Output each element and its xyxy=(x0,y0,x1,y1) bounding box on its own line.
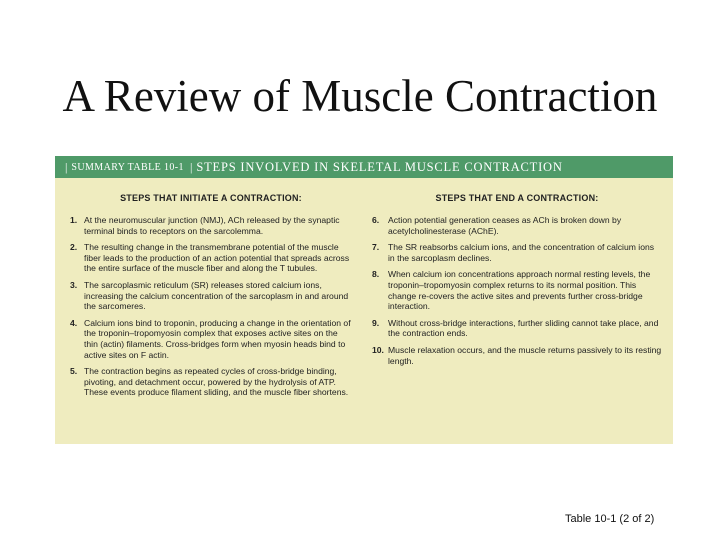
end-heading: STEPS THAT END A CONTRACTION: xyxy=(435,193,599,203)
step-number: 5. xyxy=(70,366,78,377)
step-number: 10. xyxy=(372,344,384,355)
step-item xyxy=(70,280,352,312)
step-number: 4. xyxy=(70,317,78,328)
step-number: 3. xyxy=(70,279,78,290)
step-text: The SR reabsorbs calcium ions, and the concentration of calcium ions in the sarcoplasm declines. xyxy=(388,242,655,263)
table-header xyxy=(55,156,673,178)
step-number: 9. xyxy=(372,317,380,328)
step-text: At the neuromuscular junction (NMJ), ACh released by the synaptic terminal binds to receptors on the sarcolemma. xyxy=(84,215,340,236)
step-text: Muscle relaxation occurs, and the muscle returns passively to its resting length. xyxy=(388,344,662,366)
step-number: 6. xyxy=(372,215,380,225)
step-text: The contraction begins as repeated cycles of cross-bridge binding, pivoting, and detachment occur, powered by the hydrolysis of ATP. These events produce filament sliding, and the muscle fiber shortens. xyxy=(84,366,349,398)
end-column xyxy=(372,193,662,372)
step-item xyxy=(70,215,352,236)
step-text: Action potential generation ceases as ACh is broken down by acetylcholinesterase (AChE). xyxy=(388,215,622,236)
step-item xyxy=(70,318,352,360)
step-text: The resulting change in the transmembrane potential of the muscle fiber leads to the production of an action potential that spreads across the entire surface of the muscle fiber and along the T tubules. xyxy=(84,242,350,274)
step-item xyxy=(372,215,662,236)
step-text: Without cross-bridge interactions, further sliding cannot take place, and the contraction ends. xyxy=(388,317,659,339)
step-number: 8. xyxy=(372,269,380,280)
header-divider-mid: | xyxy=(189,159,193,174)
initiate-column xyxy=(70,193,352,404)
table-title: STEPS INVOLVED IN SKELETAL MUSCLE CONTRACTION xyxy=(196,159,563,174)
slide-caption: Table 10-1 (2 of 2) xyxy=(565,513,655,525)
step-item xyxy=(70,366,352,398)
step-item xyxy=(372,318,662,339)
step-item xyxy=(70,242,352,274)
step-item xyxy=(372,269,662,311)
summary-table-label: SUMMARY TABLE 10-1 xyxy=(71,161,184,173)
slide-title: A Review of Muscle Contraction xyxy=(62,71,658,121)
step-text: The sarcoplasmic reticulum (SR) releases stored calcium ions, increasing the calcium concentration of the sarcoplasm in and around the sarcomeres. xyxy=(84,279,349,312)
step-number: 2. xyxy=(70,242,78,253)
summary-table xyxy=(55,156,673,444)
step-number: 7. xyxy=(372,242,380,253)
step-text: When calcium ion concentrations approach normal resting levels, the troponin–tropomyosin complex returns to its normal position. This change re-covers the active sites and prevents further cross-bridge interaction. xyxy=(388,269,651,312)
initiate-heading: STEPS THAT INITIATE A CONTRACTION: xyxy=(120,193,302,203)
step-item xyxy=(372,242,662,263)
step-text: Calcium ions bind to troponin, producing a change in the orientation of the troponin–tropomyosin complex that exposes active sites on the thin (actin) filaments. Cross-bridges form when myosin heads bind to active sites on F actin. xyxy=(84,317,351,360)
step-number: 1. xyxy=(70,215,78,225)
header-divider-left: | xyxy=(65,159,68,174)
step-item xyxy=(372,345,662,366)
